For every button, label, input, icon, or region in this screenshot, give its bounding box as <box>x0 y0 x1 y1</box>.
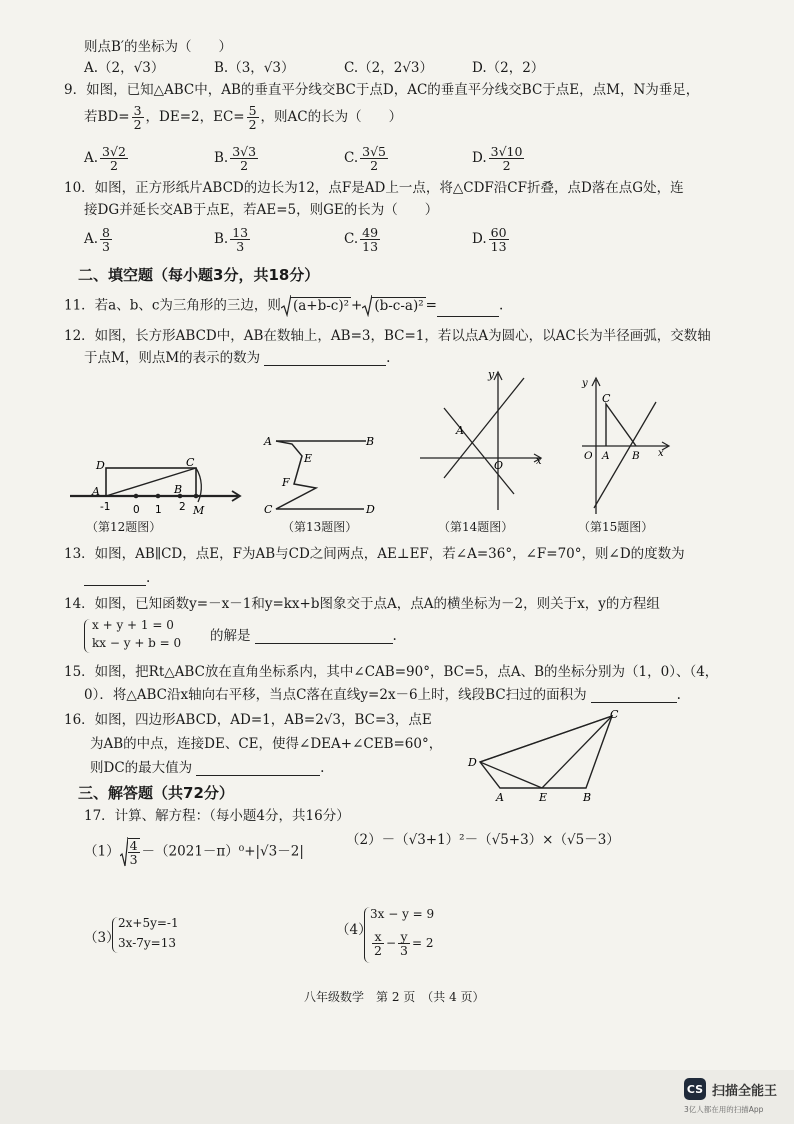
q14-eq1: x + y + 1 = 0 <box>92 618 174 632</box>
q11-answer-blank[interactable] <box>437 302 499 317</box>
q14-answer-blank[interactable] <box>255 629 393 644</box>
q8-option-a: A.（2，√3） <box>84 60 165 76</box>
q16-stem-line3: 则DC的最大值为 . <box>90 760 325 776</box>
q17-part2: （2）－（√3+1）²－（√5+3）×（√5－3） <box>346 832 620 848</box>
f14-label-a: A <box>456 424 464 437</box>
q13-stem: 13．如图，AB∥CD，点E，F为AB与CD之间两点，AE⊥EF，若∠A=36°，∠F=70°，则∠D的度数为 <box>64 546 685 562</box>
f14-axis-x: x <box>536 456 542 467</box>
figure-15 <box>574 374 674 516</box>
q14-tail: 的解是 . <box>210 628 397 644</box>
f15-label-o: O <box>584 450 593 462</box>
scanner-watermark <box>684 1078 778 1114</box>
q15-stem-line1: 15．如图，把Rt△ABC放在直角坐标系内，其中∠CAB=90°，BC=5，点A、B的坐标分别为（1，0）、（4， <box>64 664 719 680</box>
q15-stem-line2: 0）．将△ABC沿x轴向右平移，当点C落在直线y=2x－6上时，线段BC扫过的面积为 . <box>84 687 681 703</box>
q10-option-c: C. $\frac{49}{13}$ <box>344 225 379 255</box>
q9-stem-line2: 若BD= $\frac{3}{2}$ ，DE=2，EC= $\frac{5}{2}$ ，则AC的长为（ ） <box>84 103 403 133</box>
q9-option-b: B. $\frac{3√3}{2}$ <box>214 144 257 174</box>
q17-part4-eq2: $\frac{x}{2}$ − $\frac{y}{3}$ = 2 <box>374 929 434 959</box>
f12-tick-neg1: -1 <box>100 501 111 513</box>
f15-label-c: C <box>602 392 611 405</box>
f12-label-c: C <box>186 456 195 469</box>
q16-stem-line1: 16．如图，四边形ABCD，AD=1，AB=2√3，BC=3，点E <box>64 712 432 728</box>
f13-label-c: C <box>264 503 273 516</box>
f15-label-b: B <box>632 450 640 462</box>
q9-option-a: A. $\frac{3√2}{2}$ <box>84 144 126 174</box>
figure-13 <box>262 432 382 518</box>
f16-label-d: D <box>468 756 477 769</box>
q17-part3-eq1: 2x+5y=-1 <box>118 916 179 930</box>
camscanner-logo-icon: CS <box>684 1078 706 1100</box>
q8-option-d: D.（2，2） <box>472 60 545 76</box>
figure-13-caption: （第13题图） <box>282 520 358 534</box>
f16-label-b: B <box>583 791 592 804</box>
f12-label-a: A <box>92 485 100 498</box>
f13-label-b: B <box>366 435 375 448</box>
q17-part3-label: （3） <box>84 930 120 946</box>
sqrt-sign-icon <box>120 836 128 868</box>
q8-stem: 则点B′的坐标为（ ） <box>84 39 232 55</box>
q9-option-d: D. $\frac{3√10}{2}$ <box>472 144 523 174</box>
f12-label-b: B <box>174 483 183 496</box>
q8-option-c: C.（2，2√3） <box>344 60 434 76</box>
q16-stem-line2: 为AB的中点，连接DE、CE，使得∠DEA+∠CEB=60°， <box>90 736 443 752</box>
f16-label-a: A <box>496 791 504 804</box>
scanner-app-name: 扫描全能王 <box>712 1083 778 1099</box>
f15-label-a: A <box>602 450 610 462</box>
q14-stem: 14．如图，已知函数y=－x－1和y=kx+b图象交于点A，点A的横坐标为－2，则关于x，y的方程组 <box>64 596 660 612</box>
q17-part4-label: （4） <box>336 922 372 938</box>
sqrt-sign-icon <box>281 295 291 317</box>
q10-option-a: A. $\frac{8}{3}$ <box>84 225 110 255</box>
q17-title: 17．计算、解方程：（每小题4分，共16分） <box>84 808 350 824</box>
q10-stem-line2: 接DG并延长交AB于点E，若AE=5，则GE的长为（ ） <box>84 202 439 218</box>
q12-answer-blank[interactable] <box>264 351 386 366</box>
f12-label-d: D <box>96 459 105 472</box>
q12-stem-line1: 12．如图，长方形ABCD中，AB在数轴上，AB=3，BC=1，若以点A为圆心，以AC长为半径画弧，交数轴 <box>64 328 711 344</box>
f12-tick-0: 0 <box>133 504 140 516</box>
q8-option-b: B.（3，√3） <box>214 60 295 76</box>
q16-answer-blank[interactable] <box>196 761 320 776</box>
f12-tick-2: 2 <box>179 501 186 513</box>
f13-label-f: F <box>282 476 290 489</box>
figure-14 <box>414 368 554 516</box>
q10-option-b: B. $\frac{13}{3}$ <box>214 225 249 255</box>
figure-14-caption: （第14题图） <box>438 520 514 534</box>
q17-part4-eq1: 3x − y = 9 <box>370 907 435 921</box>
f15-axis-x: x <box>658 448 664 459</box>
figure-15-caption: （第15题图） <box>578 520 654 534</box>
q15-answer-blank[interactable] <box>591 688 677 703</box>
figure-12 <box>66 452 246 522</box>
f16-label-e: E <box>539 791 548 804</box>
f13-label-e: E <box>304 452 313 465</box>
f13-label-a: A <box>264 435 272 448</box>
f14-axis-y: y <box>488 368 495 381</box>
q11-stem: 11．若a、b、c为三角形的三边，则 (a+b-c)² + (b-c-a)² = . <box>64 295 503 317</box>
f16-label-c: C <box>610 708 619 721</box>
q9-option-c: C. $\frac{3√5}{2}$ <box>344 144 387 174</box>
f12-label-m: M <box>193 504 205 517</box>
q10-stem-line1: 10．如图，正方形纸片ABCD的边长为12，点F是AD上一点，将△CDF沿CF折叠，点D落在点G处，连 <box>64 180 684 196</box>
q9-stem-line1: 9．如图，已知△ABC中，AB的垂直平分线交BC于点D，AC的垂直平分线交BC于点E，点M，N为垂足， <box>64 82 700 98</box>
scanner-tagline: 3亿人都在用的扫描App <box>684 1105 764 1114</box>
f13-label-d: D <box>366 503 375 516</box>
f12-tick-1: 1 <box>155 504 162 516</box>
q12-stem-line2: 于点M，则点M的表示的数为 . <box>84 350 391 366</box>
sqrt-sign-icon <box>362 295 372 317</box>
f14-label-o: O <box>494 459 504 472</box>
figure-12-caption: （第12题图） <box>86 520 162 534</box>
figure-16 <box>462 710 632 802</box>
q14-brace <box>84 619 91 653</box>
page-footer: 八年级数学 第 2 页 （共 4 页） <box>304 990 485 1004</box>
q17-part3-eq2: 3x-7y=13 <box>118 936 176 950</box>
section-answers-title: 三、解答题（共72分） <box>78 784 234 802</box>
q17-part1: （1） $\frac{4}{3}$ －（2021－π）⁰+|√3－2| <box>84 837 304 867</box>
q14-eq2: kx − y + b = 0 <box>92 636 182 650</box>
q13-answer-blank[interactable] <box>84 571 146 586</box>
q10-option-d: D. $\frac{60}{13}$ <box>472 225 507 255</box>
f15-axis-y: y <box>582 378 588 389</box>
q13-answer-row: . <box>84 570 150 586</box>
section-fill-in-title: 二、填空题（每小题3分，共18分） <box>78 266 320 284</box>
